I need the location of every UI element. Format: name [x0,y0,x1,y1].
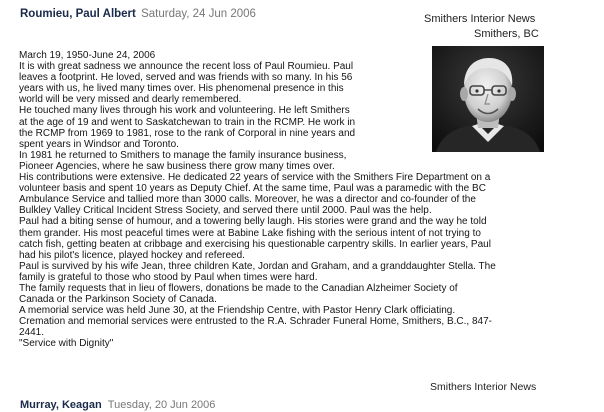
source-block [424,12,539,42]
footer-newspaper-name: Smithers Interior News [430,381,537,393]
obituary-heading [20,8,256,20]
body-line: volunteer basis and spent 10 years as Deputy Chief. At the same time, Paul was a paramedic with the BC [19,183,486,195]
body-line: leaves a footprint. He loved, served and was friends with so many. In his 56 [19,72,353,84]
body-line: Ambulance Service and tallied more than 3000 calls. Moreover, he was a director and co-founder of the [19,194,476,206]
body-line: Pioneer Agencies, where he saw business there grow many times over. [19,160,335,172]
newspaper-location: Smithers, BC [474,28,539,40]
body-line: years with us, he lived many times over. His phenomenal presence in this [19,83,344,95]
body-line: His contributions were extensive. He dedicated 22 years of service with the Smithers Fire Department on a [19,172,491,184]
body-line: them grander. His most peaceful times were at Babine Lake fishing with the serious intent of not trying to [19,227,481,239]
body-line: The family requests that in lieu of flowers, donations be made to the Canadian Alzheimer Society of [19,282,458,294]
body-line: 2441. [19,327,45,339]
next-publication-date: Tuesday, 20 Jun 2006 [107,399,216,411]
next-deceased-name: Murray, Keagan [20,399,102,411]
body-line: March 19, 1950-June 24, 2006 [19,50,156,61]
body-line: had his pilot's licence, played hockey and refereed. [19,249,245,261]
body-line: He touched many lives through his work and volunteering. He left Smithers [19,105,350,117]
body-line: world will be very missed and dearly remembered. [19,94,242,106]
body-line: the RCMP from 1969 to 1981, rose to the rank of Corporal in nine years and [19,127,356,139]
body-line: Cremation and memorial services were entrusted to the R.A. Schrader Funeral Home, Smithers, B.C., 847- [19,316,492,328]
deceased-name: Roumieu, Paul Albert [20,8,136,20]
body-line: catch fish, getting beaten at cribbage and exercising his questionable carpentry skills. In earlier years, Paul [19,238,491,250]
next-obituary-heading [20,399,215,411]
body-line: It is with great sadness we announce the recent loss of Paul Roumieu. Paul [19,61,354,73]
body-line: family is grateful to those who stood by Paul when times were hard. [19,271,318,283]
body-line: Canada or the Parkinson Society of Canada. [19,294,217,306]
body-line: "Service with Dignity" [19,338,114,350]
newspaper-name: Smithers Interior News [424,13,536,25]
publication-date: Saturday, 24 Jun 2006 [141,8,256,20]
body-line: spent years in Windsor and Toronto. [19,138,179,150]
body-line: A memorial service was held June 30, at the Friendship Centre, with Pastor Henry Clark officiating. [19,305,456,317]
body-line: Paul is survived by his wife Jean, three children Kate, Jordan and Graham, and a granddaughter Stella. The [19,260,496,272]
body-line: In 1981 he returned to Smithers to manage the family insurance business, [19,149,347,161]
body-line: at the age of 19 and went to Saskatchewan to train in the RCMP. He work in [19,116,356,128]
body-line: Paul had a biting sense of humour, and a towering belly laugh. His stories were grand and the way he told [19,216,487,228]
body-line: Bulkley Valley Critical Incident Stress Society, and served there until 2000. Paul was the help. [19,205,432,217]
obituary-body [19,50,496,350]
